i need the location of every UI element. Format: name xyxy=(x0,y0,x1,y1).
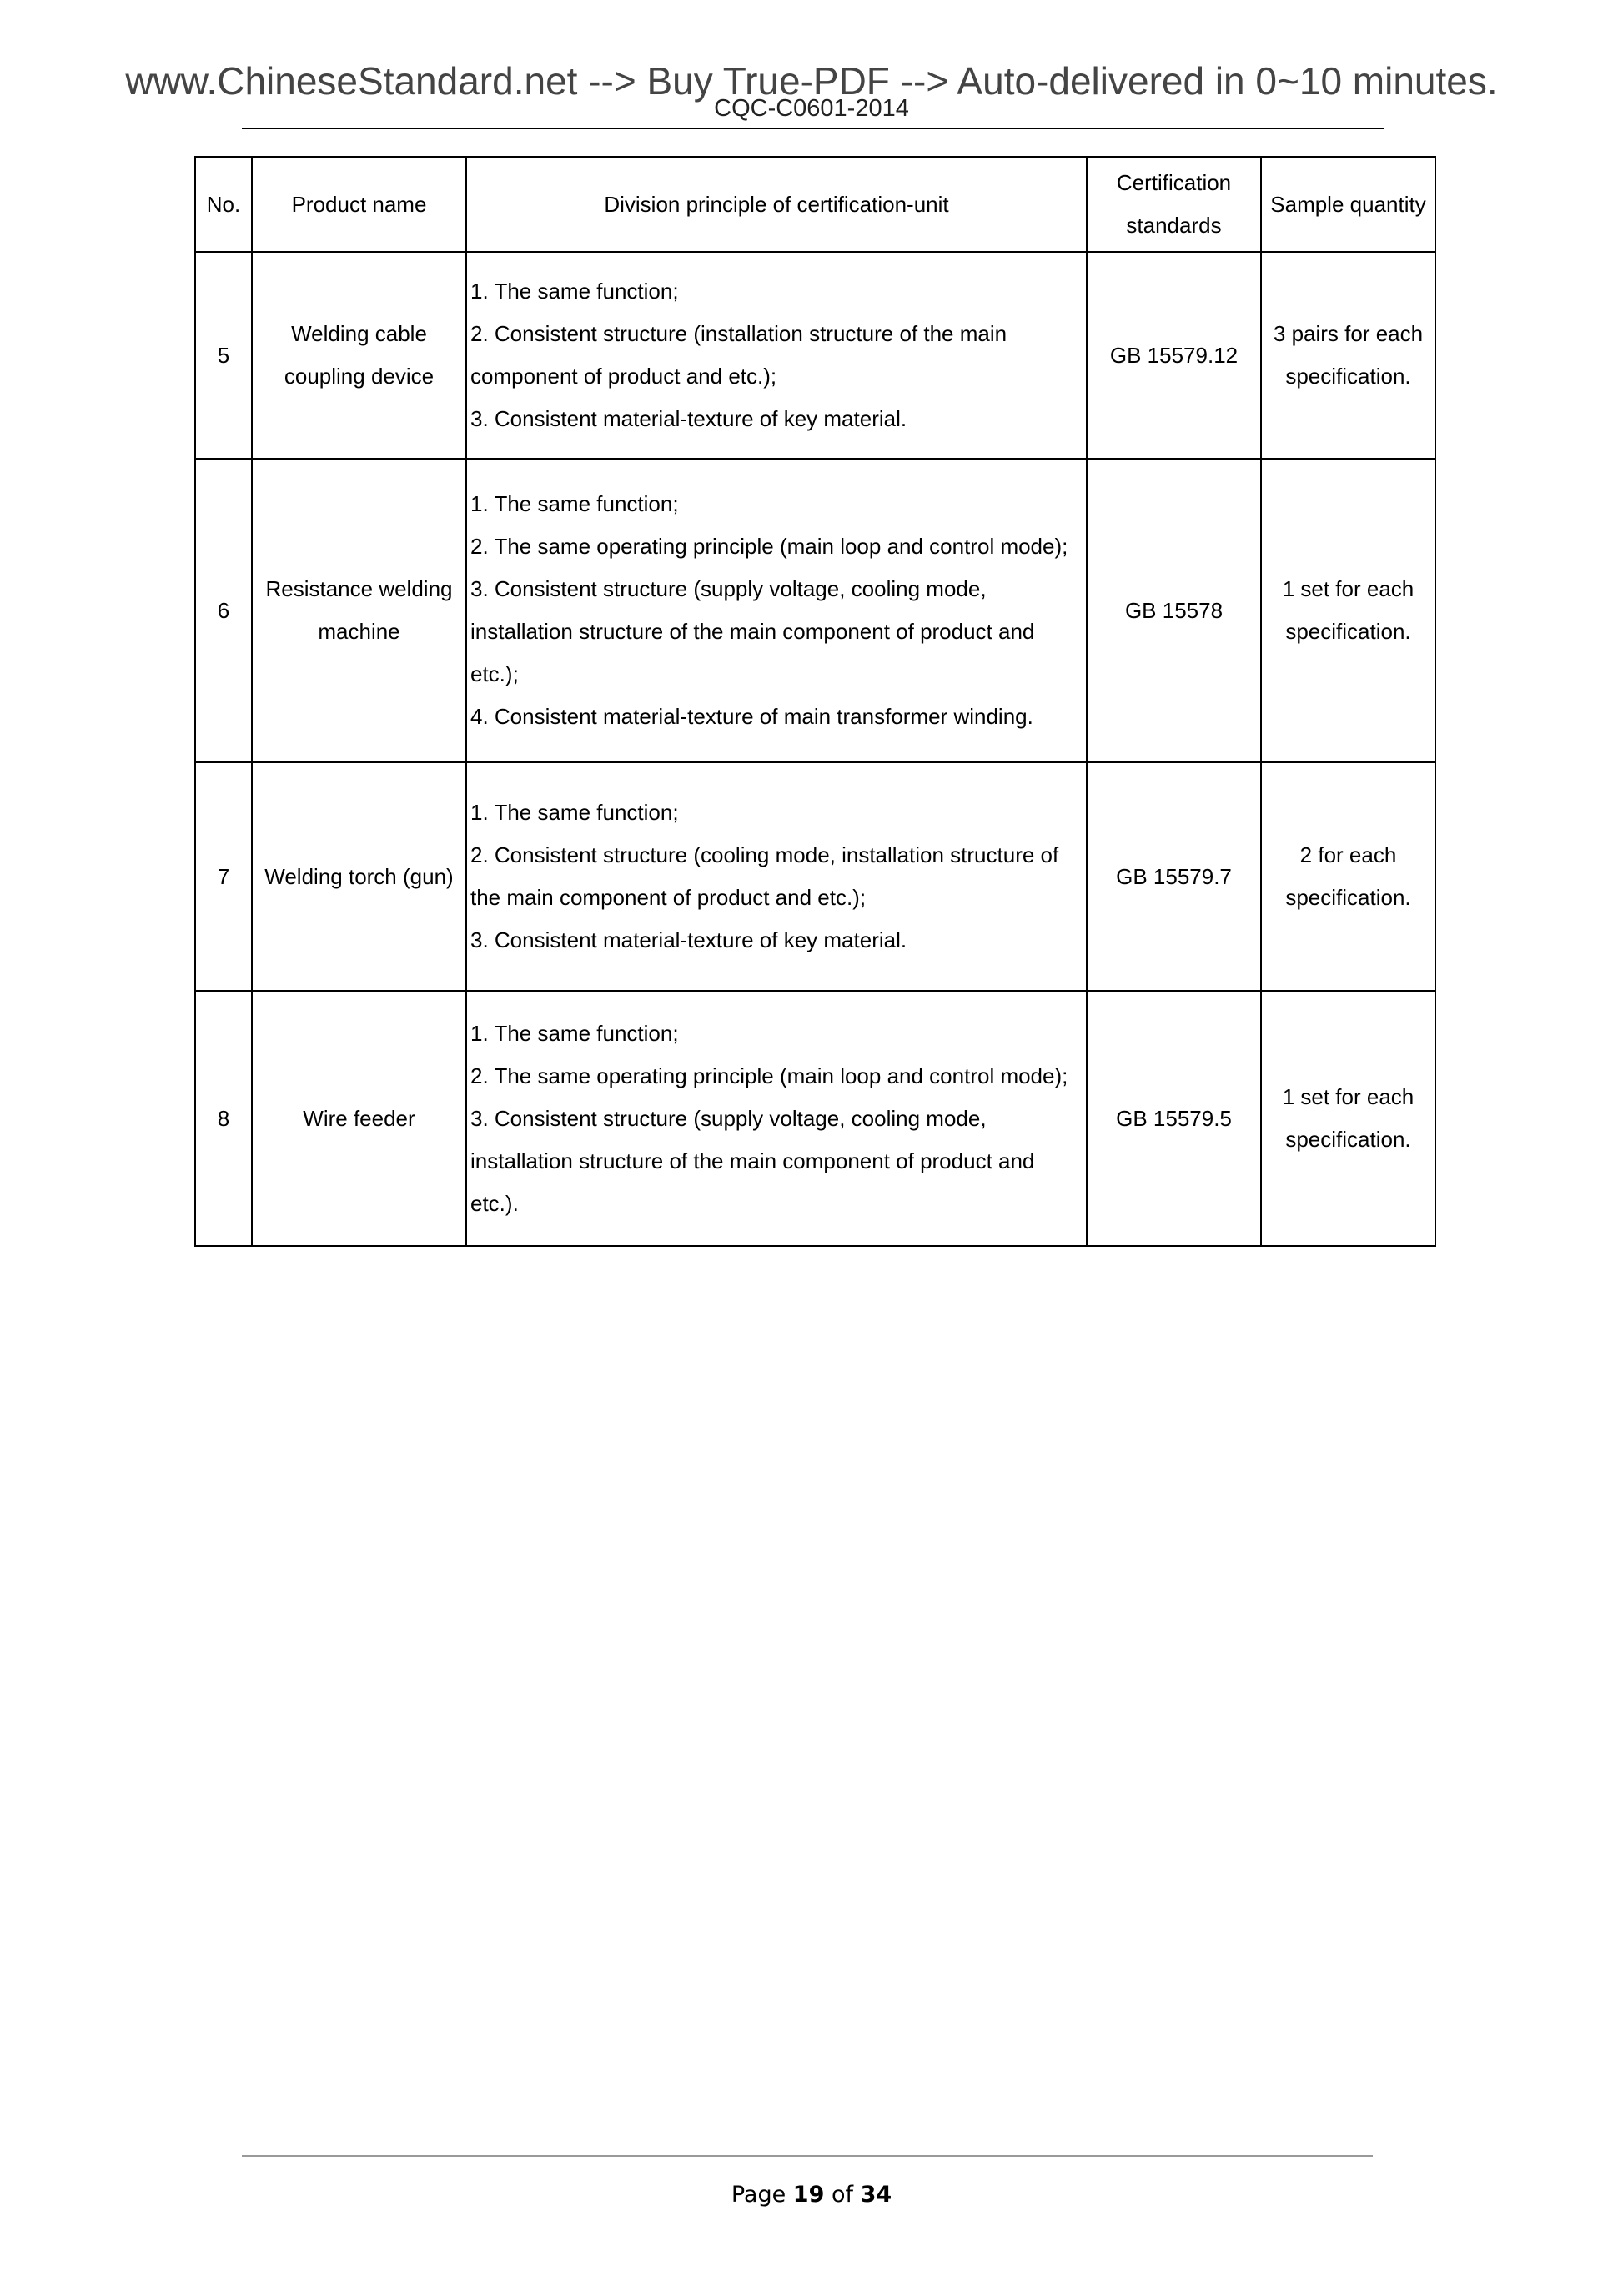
principle-line: 2. The same operating principle (main loop and control mode); xyxy=(470,1063,1068,1088)
principle-line: etc.). xyxy=(470,1190,519,1216)
cell-no: 5 xyxy=(195,252,252,459)
principle-line: installation structure of the main component of product and xyxy=(470,619,1035,644)
principle-line: 3. Consistent material-texture of key material. xyxy=(470,406,907,431)
principle-line: 4. Consistent material-texture of main transformer winding. xyxy=(470,704,1033,729)
watermark-banner: www.ChineseStandard.net --> Buy True-PDF --> Auto-delivered in 0~10 minutes. xyxy=(125,59,1498,103)
document-code: CQC-C0601-2014 xyxy=(714,95,909,122)
table-row xyxy=(195,459,1435,762)
sample-quantity-line: specification. xyxy=(1285,364,1411,389)
header-certification-standards xyxy=(1087,157,1261,252)
header-division-principle: Division principle of certification-unit xyxy=(466,157,1087,252)
product-name-line: coupling device xyxy=(284,364,435,389)
principle-line: 3. Consistent structure (supply voltage, cooling mode, xyxy=(470,576,987,601)
principle-line: installation structure of the main component of product and xyxy=(470,1148,1035,1173)
cell-sample-quantity xyxy=(1261,991,1435,1246)
header-divider xyxy=(242,128,1384,129)
page-total: 34 xyxy=(860,2182,892,2208)
page-of: of xyxy=(831,2182,853,2208)
principle-line: 1. The same function; xyxy=(470,491,679,516)
cell-product-name xyxy=(252,991,466,1246)
cell-product-name xyxy=(252,252,466,459)
cell-certification-standard: GB 15579.7 xyxy=(1087,762,1261,991)
cell-division-principle xyxy=(466,459,1087,762)
cell-sample-quantity xyxy=(1261,252,1435,459)
principle-line: 2. The same operating principle (main loop and control mode); xyxy=(470,534,1068,559)
product-name-line: Resistance welding xyxy=(265,576,453,601)
footer-divider xyxy=(242,2155,1373,2157)
principle-line: etc.); xyxy=(470,661,519,686)
cell-product-name xyxy=(252,762,466,991)
header-standards-line-2: standards xyxy=(1126,213,1222,238)
product-name-line: machine xyxy=(318,619,400,644)
sample-quantity-line: 3 pairs for each xyxy=(1273,321,1424,346)
table-header-row xyxy=(195,157,1435,252)
sample-quantity-line: specification. xyxy=(1285,1127,1411,1152)
principle-line: 2. Consistent structure (installation structure of the main xyxy=(470,321,1007,346)
header-product-name: Product name xyxy=(252,157,466,252)
cell-sample-quantity xyxy=(1261,762,1435,991)
cell-certification-standard: GB 15579.5 xyxy=(1087,991,1261,1246)
table-body xyxy=(195,252,1435,1246)
principle-line: 1. The same function; xyxy=(470,800,679,825)
principle-line: 3. Consistent material-texture of key material. xyxy=(470,927,907,952)
principle-line: 2. Consistent structure (cooling mode, installation structure of xyxy=(470,842,1059,867)
cell-no: 7 xyxy=(195,762,252,991)
product-name-line: Welding torch (gun) xyxy=(264,863,454,889)
cell-sample-quantity xyxy=(1261,459,1435,762)
page-number xyxy=(0,2182,1623,2208)
sample-quantity-line: 1 set for each xyxy=(1282,576,1414,601)
product-name-line: Welding cable xyxy=(291,321,427,346)
cell-division-principle xyxy=(466,252,1087,459)
page-current: 19 xyxy=(792,2182,825,2208)
product-name-line: Wire feeder xyxy=(303,1105,415,1131)
table-row xyxy=(195,762,1435,991)
table-row xyxy=(195,991,1435,1246)
cell-division-principle xyxy=(466,991,1087,1246)
cell-certification-standard: GB 15579.12 xyxy=(1087,252,1261,459)
principle-line: the main component of product and etc.); xyxy=(470,885,867,910)
sample-quantity-line: specification. xyxy=(1285,619,1411,644)
header-sample-quantity: Sample quantity xyxy=(1261,157,1435,252)
table-row xyxy=(195,252,1435,459)
cell-certification-standard: GB 15578 xyxy=(1087,459,1261,762)
principle-line: 1. The same function; xyxy=(470,279,679,304)
cell-no: 8 xyxy=(195,991,252,1246)
cell-no: 6 xyxy=(195,459,252,762)
principle-line: component of product and etc.); xyxy=(470,364,777,389)
cell-product-name xyxy=(252,459,466,762)
header-no: No. xyxy=(195,157,252,252)
sample-quantity-line: specification. xyxy=(1285,885,1411,910)
sample-quantity-line: 2 for each xyxy=(1299,842,1397,867)
page-word: Page xyxy=(731,2182,786,2208)
principle-line: 3. Consistent structure (supply voltage, cooling mode, xyxy=(470,1105,987,1131)
certification-unit-table xyxy=(194,156,1436,1247)
sample-quantity-line: 1 set for each xyxy=(1282,1084,1414,1109)
header-standards-line-1: Certification xyxy=(1116,170,1232,195)
cell-division-principle xyxy=(466,762,1087,991)
principle-line: 1. The same function; xyxy=(470,1020,679,1046)
